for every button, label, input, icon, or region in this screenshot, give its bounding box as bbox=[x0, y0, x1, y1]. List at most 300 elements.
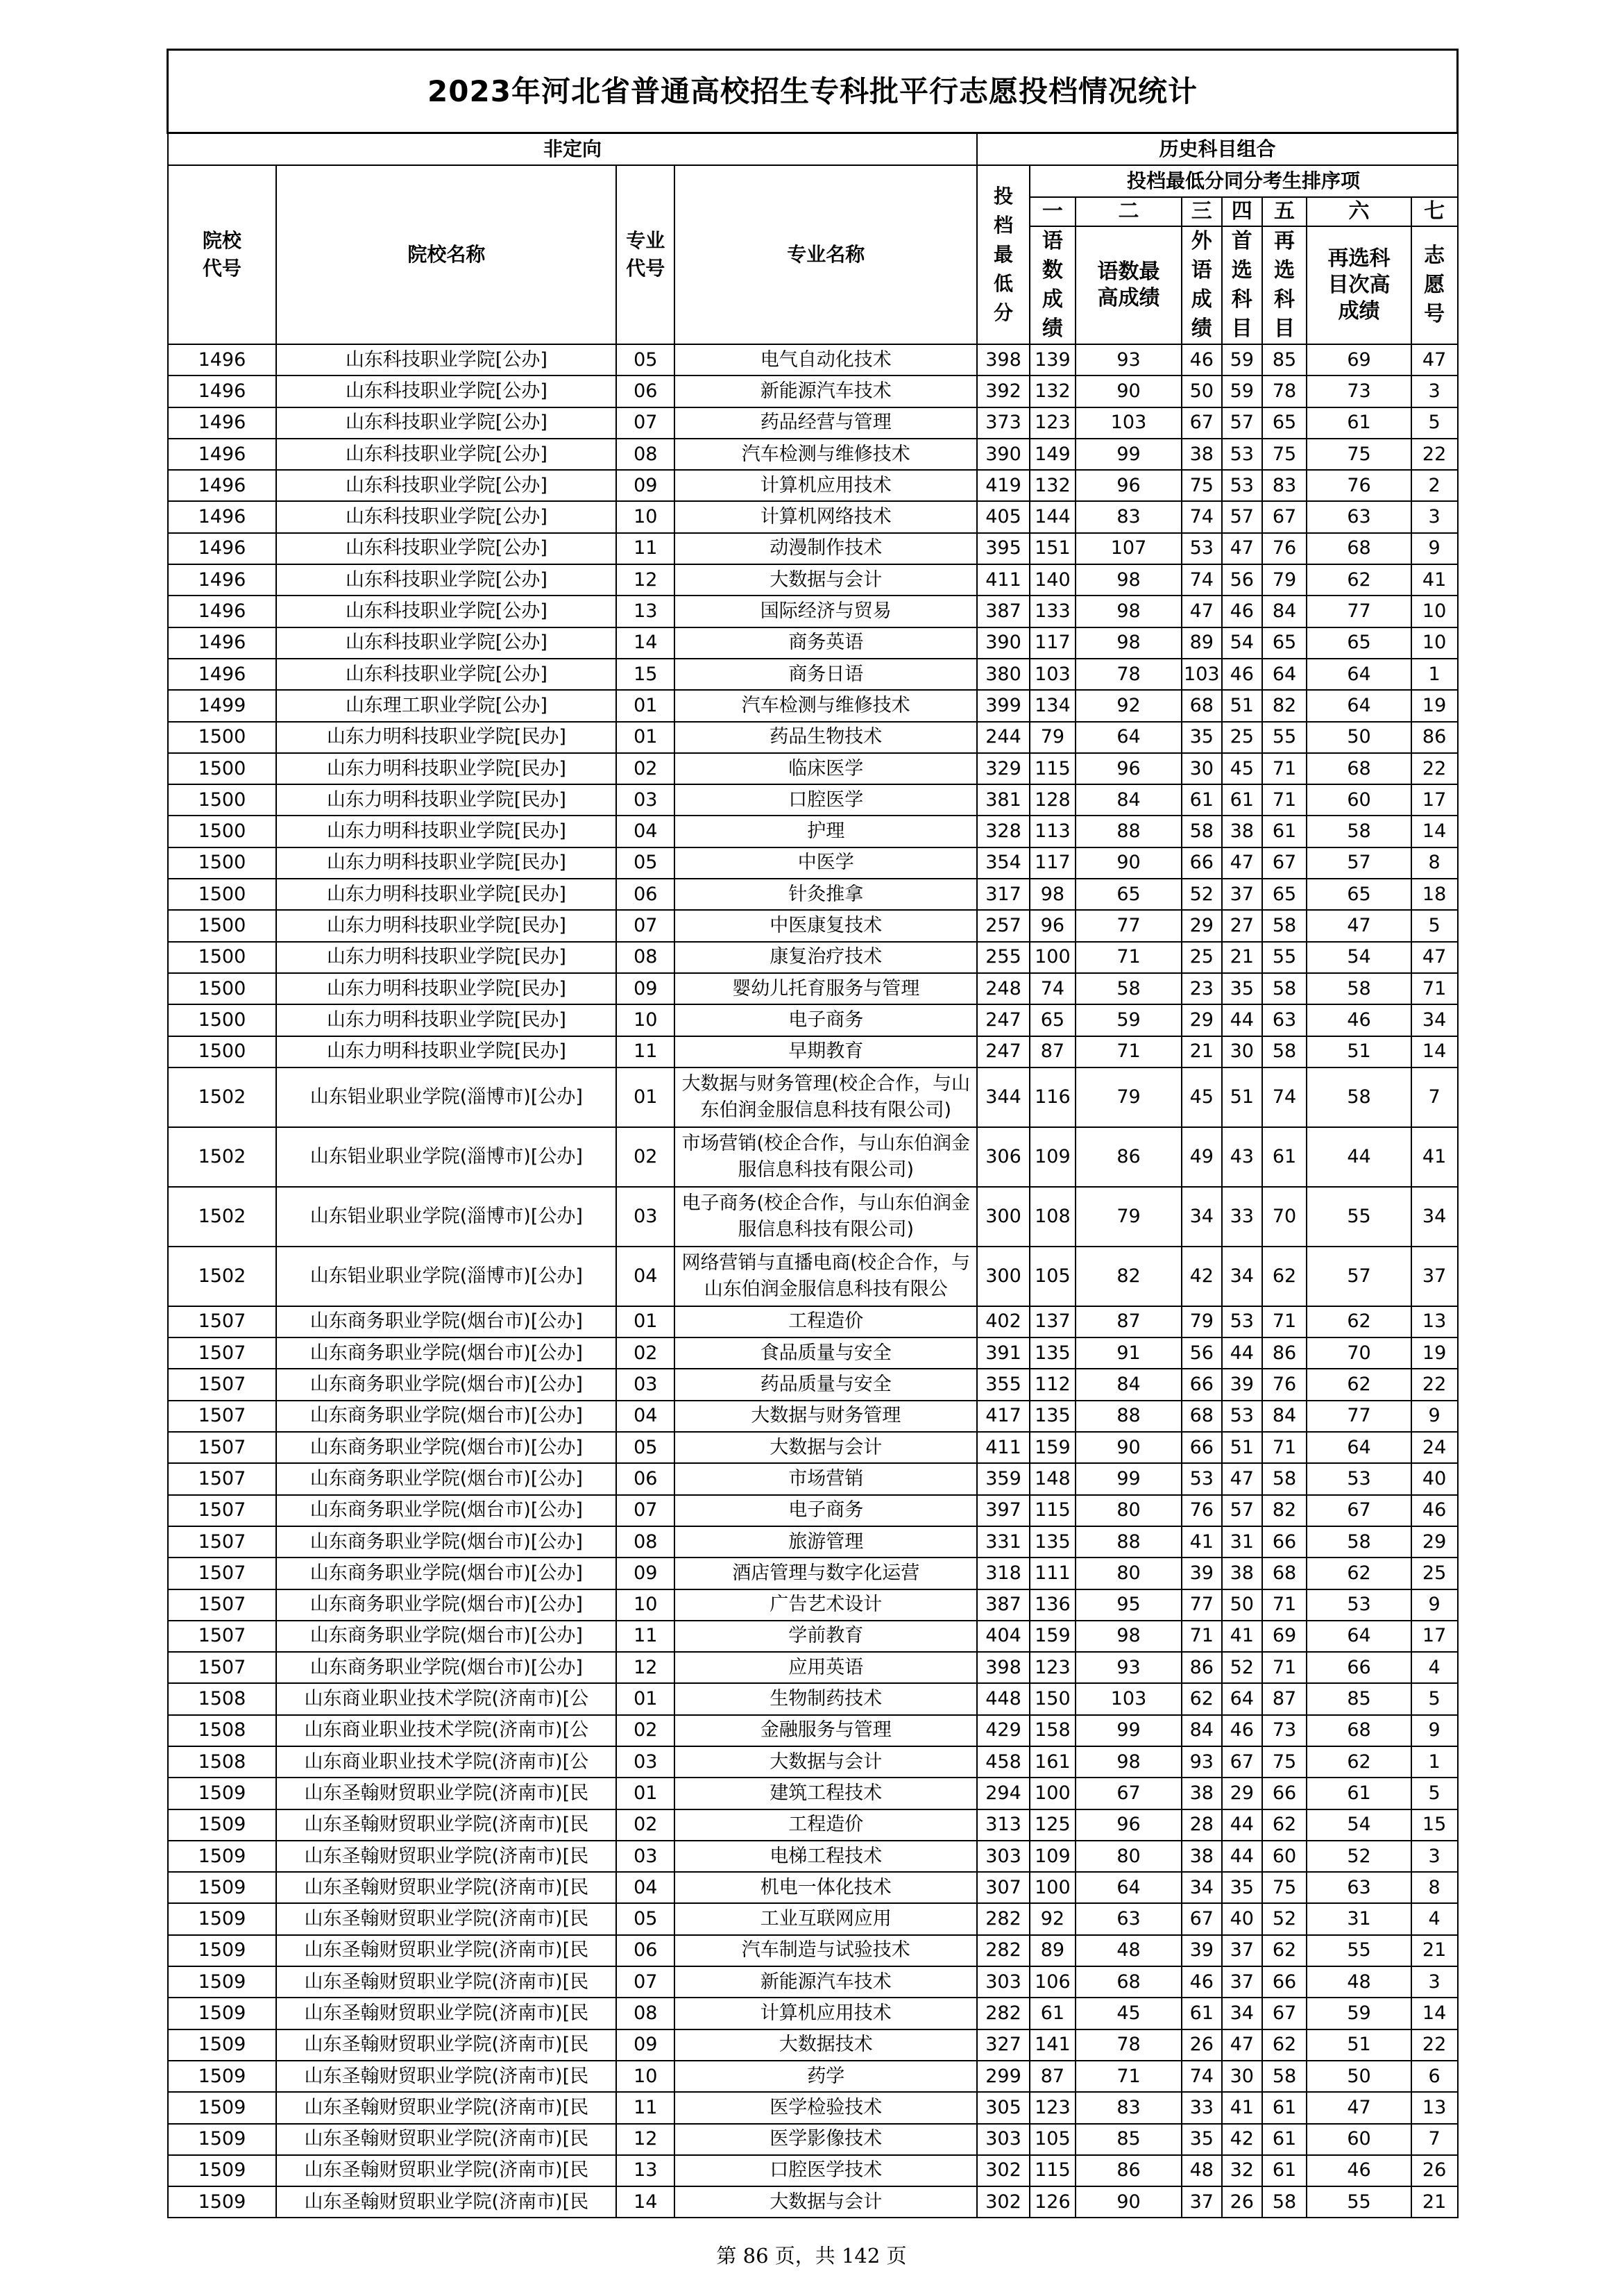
major-code-cell: 01 bbox=[616, 1306, 674, 1337]
major-name-cell: 中医学 bbox=[674, 847, 977, 879]
school-name-cell: 山东铝业职业学院(淄博市)[公办] bbox=[276, 1067, 616, 1127]
preference-no-cell: 22 bbox=[1411, 2029, 1458, 2061]
min-score-cell: 244 bbox=[977, 722, 1029, 753]
min-score-cell: 404 bbox=[977, 1621, 1029, 1652]
major-name-cell: 应用英语 bbox=[674, 1652, 977, 1683]
school-name-cell: 山东商务职业学院(烟台市)[公办] bbox=[276, 1369, 616, 1400]
score-yushu-max-cell: 88 bbox=[1076, 1401, 1182, 1432]
major-name-cell: 大数据与财务管理 bbox=[674, 1401, 977, 1432]
score-first-subject-cell: 26 bbox=[1222, 2186, 1262, 2218]
school-code-cell: 1507 bbox=[168, 1337, 277, 1369]
score-yushu-cell: 150 bbox=[1030, 1683, 1076, 1714]
major-code-cell: 09 bbox=[616, 470, 674, 501]
school-name-cell: 山东圣翰财贸职业学院(济南市)[民 bbox=[276, 1935, 616, 1966]
score-second-subject-cell: 71 bbox=[1262, 753, 1307, 784]
score-first-subject-cell: 51 bbox=[1222, 1432, 1262, 1463]
major-name-cell: 市场营销(校企合作，与山东伯润金服信息科技有限公司) bbox=[674, 1127, 977, 1187]
score-second-subject-cell: 66 bbox=[1262, 1778, 1307, 1809]
score-first-subject-cell: 32 bbox=[1222, 2155, 1262, 2186]
table-row bbox=[168, 1966, 1458, 1998]
table-row bbox=[168, 501, 1458, 532]
major-code-cell: 13 bbox=[616, 2155, 674, 2186]
major-name-cell: 新能源汽车技术 bbox=[674, 375, 977, 407]
table-row bbox=[168, 1004, 1458, 1036]
score-yushu-max-cell: 103 bbox=[1076, 407, 1182, 439]
table-row bbox=[168, 1998, 1458, 2029]
score-second-high-cell: 70 bbox=[1307, 1337, 1411, 1369]
score-first-subject-cell: 45 bbox=[1222, 753, 1262, 784]
table-row bbox=[168, 1935, 1458, 1966]
score-second-high-cell: 64 bbox=[1307, 1432, 1411, 1463]
score-yushu-cell: 96 bbox=[1030, 910, 1076, 941]
preference-no-cell: 22 bbox=[1411, 1369, 1458, 1400]
score-yushu-cell: 134 bbox=[1030, 690, 1076, 721]
score-yushu-max-cell: 45 bbox=[1076, 1998, 1182, 2029]
score-second-subject-cell: 58 bbox=[1262, 1463, 1307, 1494]
school-name-cell: 山东力明科技职业学院[民办] bbox=[276, 847, 616, 879]
school-code-cell: 1502 bbox=[168, 1127, 277, 1187]
score-first-subject-cell: 54 bbox=[1222, 627, 1262, 659]
min-score-cell: 294 bbox=[977, 1778, 1029, 1809]
score-foreign-cell: 38 bbox=[1182, 439, 1222, 470]
school-code-cell: 1509 bbox=[168, 1809, 277, 1841]
major-code-cell: 03 bbox=[616, 1369, 674, 1400]
score-yushu-max-cell: 103 bbox=[1076, 1683, 1182, 1714]
score-second-subject-cell: 74 bbox=[1262, 1067, 1307, 1127]
score-yushu-max-cell: 86 bbox=[1076, 2155, 1182, 2186]
school-name-cell: 山东科技职业学院[公办] bbox=[276, 375, 616, 407]
table-row bbox=[168, 1715, 1458, 1746]
major-name-cell: 电气自动化技术 bbox=[674, 344, 977, 375]
score-second-high-cell: 57 bbox=[1307, 847, 1411, 879]
preference-no-cell: 4 bbox=[1411, 1652, 1458, 1683]
major-code-cell: 05 bbox=[616, 847, 674, 879]
major-code-cell: 06 bbox=[616, 1935, 674, 1966]
major-name-cell: 酒店管理与数字化运营 bbox=[674, 1558, 977, 1589]
score-foreign-cell: 23 bbox=[1182, 973, 1222, 1004]
rank-item-header: 语数最高成绩 bbox=[1076, 226, 1182, 344]
score-first-subject-cell: 38 bbox=[1222, 816, 1262, 847]
major-name-cell: 计算机应用技术 bbox=[674, 1998, 977, 2029]
preference-no-cell: 3 bbox=[1411, 1841, 1458, 1872]
school-code-cell: 1496 bbox=[168, 439, 277, 470]
score-second-high-cell: 60 bbox=[1307, 2124, 1411, 2155]
score-yushu-cell: 139 bbox=[1030, 344, 1076, 375]
score-second-high-cell: 60 bbox=[1307, 784, 1411, 816]
table-body bbox=[168, 344, 1458, 2218]
school-code-cell: 1496 bbox=[168, 596, 277, 627]
school-code-cell: 1496 bbox=[168, 470, 277, 501]
major-code-cell: 05 bbox=[616, 1903, 674, 1934]
major-code-cell: 03 bbox=[616, 1746, 674, 1778]
preference-no-cell: 5 bbox=[1411, 910, 1458, 941]
score-second-high-cell: 54 bbox=[1307, 1809, 1411, 1841]
school-code-cell: 1508 bbox=[168, 1715, 277, 1746]
score-first-subject-cell: 47 bbox=[1222, 2029, 1262, 2061]
score-first-subject-cell: 52 bbox=[1222, 1652, 1262, 1683]
score-yushu-max-cell: 98 bbox=[1076, 564, 1182, 596]
score-foreign-cell: 68 bbox=[1182, 690, 1222, 721]
school-code-cell: 1509 bbox=[168, 1966, 277, 1998]
table-row bbox=[168, 533, 1458, 564]
major-name-cell: 康复治疗技术 bbox=[674, 942, 977, 973]
score-second-high-cell: 62 bbox=[1307, 1746, 1411, 1778]
table-row bbox=[168, 470, 1458, 501]
score-second-high-cell: 55 bbox=[1307, 2186, 1411, 2218]
min-score-cell: 399 bbox=[977, 690, 1029, 721]
table-row bbox=[168, 1247, 1458, 1306]
score-yushu-max-cell: 63 bbox=[1076, 1903, 1182, 1934]
min-score-cell: 282 bbox=[977, 1935, 1029, 1966]
score-yushu-cell: 137 bbox=[1030, 1306, 1076, 1337]
score-second-subject-cell: 62 bbox=[1262, 2029, 1307, 2061]
score-second-high-cell: 44 bbox=[1307, 1127, 1411, 1187]
table-row bbox=[168, 439, 1458, 470]
score-second-subject-cell: 62 bbox=[1262, 1935, 1307, 1966]
min-score-cell: 300 bbox=[977, 1247, 1029, 1306]
score-yushu-max-cell: 84 bbox=[1076, 784, 1182, 816]
score-first-subject-cell: 37 bbox=[1222, 1935, 1262, 1966]
school-name-cell: 山东铝业职业学院(淄博市)[公办] bbox=[276, 1247, 616, 1306]
score-yushu-max-cell: 83 bbox=[1076, 501, 1182, 532]
preference-no-cell: 40 bbox=[1411, 1463, 1458, 1494]
min-score-cell: 387 bbox=[977, 596, 1029, 627]
major-name-cell: 药品生物技术 bbox=[674, 722, 977, 753]
score-second-high-cell: 55 bbox=[1307, 1935, 1411, 1966]
school-code-cell: 1500 bbox=[168, 879, 277, 910]
major-code-cell: 02 bbox=[616, 1127, 674, 1187]
school-code-cell: 1509 bbox=[168, 2029, 277, 2061]
score-foreign-cell: 76 bbox=[1182, 1495, 1222, 1526]
preference-no-cell: 1 bbox=[1411, 1746, 1458, 1778]
preference-no-cell: 41 bbox=[1411, 564, 1458, 596]
table-row bbox=[168, 1036, 1458, 1067]
score-yushu-cell: 135 bbox=[1030, 1401, 1076, 1432]
score-yushu-max-cell: 98 bbox=[1076, 1621, 1182, 1652]
score-second-subject-cell: 62 bbox=[1262, 1247, 1307, 1306]
school-name-cell: 山东圣翰财贸职业学院(济南市)[民 bbox=[276, 2092, 616, 2123]
major-name-cell: 商务日语 bbox=[674, 659, 977, 690]
school-name-cell: 山东科技职业学院[公办] bbox=[276, 470, 616, 501]
score-yushu-cell: 115 bbox=[1030, 1495, 1076, 1526]
school-code-cell: 1500 bbox=[168, 1004, 277, 1036]
min-score-cell: 303 bbox=[977, 1841, 1029, 1872]
major-code-cell: 09 bbox=[616, 973, 674, 1004]
score-foreign-cell: 61 bbox=[1182, 1998, 1222, 2029]
table-row bbox=[168, 1652, 1458, 1683]
school-name-cell: 山东圣翰财贸职业学院(济南市)[民 bbox=[276, 2029, 616, 2061]
table-row bbox=[168, 1558, 1458, 1589]
major-name-header: 专业名称 bbox=[674, 165, 977, 344]
school-code-cell: 1496 bbox=[168, 375, 277, 407]
tie-break-header: 投档最低分同分考生排序项 bbox=[1030, 165, 1458, 197]
score-yushu-max-cell: 80 bbox=[1076, 1495, 1182, 1526]
score-foreign-cell: 42 bbox=[1182, 1247, 1222, 1306]
major-code-cell: 01 bbox=[616, 1778, 674, 1809]
school-name-cell: 山东商务职业学院(烟台市)[公办] bbox=[276, 1463, 616, 1494]
school-name-cell: 山东圣翰财贸职业学院(济南市)[民 bbox=[276, 2124, 616, 2155]
table-row bbox=[168, 690, 1458, 721]
major-code-cell: 02 bbox=[616, 753, 674, 784]
score-yushu-max-cell: 59 bbox=[1076, 1004, 1182, 1036]
major-code-cell: 06 bbox=[616, 375, 674, 407]
table-row bbox=[168, 1903, 1458, 1934]
score-yushu-cell: 159 bbox=[1030, 1621, 1076, 1652]
score-foreign-cell: 29 bbox=[1182, 1004, 1222, 1036]
score-yushu-cell: 125 bbox=[1030, 1809, 1076, 1841]
min-score-cell: 390 bbox=[977, 439, 1029, 470]
score-yushu-max-cell: 71 bbox=[1076, 942, 1182, 973]
score-yushu-max-cell: 48 bbox=[1076, 1935, 1182, 1966]
preference-no-cell: 41 bbox=[1411, 1127, 1458, 1187]
table-row bbox=[168, 2092, 1458, 2123]
score-foreign-cell: 71 bbox=[1182, 1621, 1222, 1652]
school-name-cell: 山东科技职业学院[公办] bbox=[276, 596, 616, 627]
major-name-cell: 大数据与会计 bbox=[674, 1746, 977, 1778]
score-yushu-cell: 109 bbox=[1030, 1841, 1076, 1872]
score-first-subject-cell: 29 bbox=[1222, 1778, 1262, 1809]
score-foreign-cell: 28 bbox=[1182, 1809, 1222, 1841]
major-name-cell: 广告艺术设计 bbox=[674, 1589, 977, 1621]
score-second-high-cell: 65 bbox=[1307, 627, 1411, 659]
preference-no-cell: 9 bbox=[1411, 1589, 1458, 1621]
rank-header: 五 bbox=[1262, 197, 1307, 226]
preference-no-cell: 14 bbox=[1411, 816, 1458, 847]
score-second-subject-cell: 65 bbox=[1262, 879, 1307, 910]
score-foreign-cell: 49 bbox=[1182, 1127, 1222, 1187]
min-score-cell: 411 bbox=[977, 1432, 1029, 1463]
preference-no-cell: 3 bbox=[1411, 375, 1458, 407]
table-row bbox=[168, 375, 1458, 407]
min-score-cell: 398 bbox=[977, 344, 1029, 375]
score-yushu-cell: 106 bbox=[1030, 1966, 1076, 1998]
rank-item-header: 首选科目 bbox=[1222, 226, 1262, 344]
score-foreign-cell: 50 bbox=[1182, 375, 1222, 407]
major-code-cell: 08 bbox=[616, 942, 674, 973]
table-row bbox=[168, 753, 1458, 784]
preference-no-cell: 5 bbox=[1411, 407, 1458, 439]
score-yushu-cell: 141 bbox=[1030, 2029, 1076, 2061]
rank-item-header: 再选科目 bbox=[1262, 226, 1307, 344]
score-yushu-cell: 128 bbox=[1030, 784, 1076, 816]
preference-no-cell: 47 bbox=[1411, 344, 1458, 375]
score-yushu-cell: 105 bbox=[1030, 1247, 1076, 1306]
table-row bbox=[168, 2186, 1458, 2218]
major-code-cell: 03 bbox=[616, 784, 674, 816]
score-second-high-cell: 75 bbox=[1307, 439, 1411, 470]
table-row bbox=[168, 564, 1458, 596]
school-name-cell: 山东商务职业学院(烟台市)[公办] bbox=[276, 1621, 616, 1652]
major-code-cell: 08 bbox=[616, 439, 674, 470]
score-yushu-max-cell: 96 bbox=[1076, 470, 1182, 501]
table-row bbox=[168, 1872, 1458, 1903]
score-second-subject-cell: 82 bbox=[1262, 690, 1307, 721]
score-second-high-cell: 58 bbox=[1307, 816, 1411, 847]
min-score-cell: 282 bbox=[977, 1998, 1029, 2029]
score-second-subject-cell: 58 bbox=[1262, 973, 1307, 1004]
score-second-subject-cell: 63 bbox=[1262, 1004, 1307, 1036]
min-score-cell: 429 bbox=[977, 1715, 1029, 1746]
score-yushu-max-cell: 99 bbox=[1076, 439, 1182, 470]
major-code-cell: 14 bbox=[616, 627, 674, 659]
min-score-cell: 307 bbox=[977, 1872, 1029, 1903]
preference-no-cell: 19 bbox=[1411, 690, 1458, 721]
score-yushu-max-cell: 65 bbox=[1076, 879, 1182, 910]
table-row bbox=[168, 1067, 1458, 1127]
preference-no-cell: 14 bbox=[1411, 1036, 1458, 1067]
admission-table-sheet bbox=[167, 49, 1459, 2218]
school-code-cell: 1496 bbox=[168, 344, 277, 375]
school-name-cell: 山东圣翰财贸职业学院(济南市)[民 bbox=[276, 1998, 616, 2029]
score-yushu-cell: 113 bbox=[1030, 816, 1076, 847]
school-code-cell: 1509 bbox=[168, 2092, 277, 2123]
score-yushu-max-cell: 90 bbox=[1076, 375, 1182, 407]
major-name-cell: 新能源汽车技术 bbox=[674, 1966, 977, 1998]
min-score-cell: 387 bbox=[977, 1589, 1029, 1621]
school-code-cell: 1496 bbox=[168, 407, 277, 439]
school-name-header: 院校名称 bbox=[276, 165, 616, 344]
min-score-cell: 248 bbox=[977, 973, 1029, 1004]
score-second-subject-cell: 64 bbox=[1262, 659, 1307, 690]
school-name-cell: 山东铝业职业学院(淄博市)[公办] bbox=[276, 1127, 616, 1187]
score-first-subject-cell: 30 bbox=[1222, 1036, 1262, 1067]
score-second-high-cell: 31 bbox=[1307, 1903, 1411, 1934]
score-yushu-cell: 100 bbox=[1030, 1872, 1076, 1903]
score-yushu-max-cell: 78 bbox=[1076, 659, 1182, 690]
non-directed-header: 非定向 bbox=[168, 133, 978, 166]
rank-item-header: 志愿号 bbox=[1411, 226, 1458, 344]
score-first-subject-cell: 47 bbox=[1222, 847, 1262, 879]
major-name-cell: 医学检验技术 bbox=[674, 2092, 977, 2123]
school-code-cell: 1500 bbox=[168, 1036, 277, 1067]
score-second-subject-cell: 71 bbox=[1262, 1432, 1307, 1463]
school-code-cell: 1507 bbox=[168, 1589, 277, 1621]
table-row bbox=[168, 1495, 1458, 1526]
score-first-subject-cell: 42 bbox=[1222, 2124, 1262, 2155]
preference-no-cell: 3 bbox=[1411, 501, 1458, 532]
score-first-subject-cell: 43 bbox=[1222, 1127, 1262, 1187]
score-yushu-max-cell: 99 bbox=[1076, 1715, 1182, 1746]
min-score-cell: 247 bbox=[977, 1036, 1029, 1067]
major-name-cell: 机电一体化技术 bbox=[674, 1872, 977, 1903]
major-name-cell: 婴幼儿托育服务与管理 bbox=[674, 973, 977, 1004]
major-name-cell: 食品质量与安全 bbox=[674, 1337, 977, 1369]
school-code-cell: 1500 bbox=[168, 784, 277, 816]
score-second-high-cell: 85 bbox=[1307, 1683, 1411, 1714]
score-yushu-cell: 79 bbox=[1030, 722, 1076, 753]
score-foreign-cell: 46 bbox=[1182, 1966, 1222, 1998]
score-first-subject-cell: 46 bbox=[1222, 659, 1262, 690]
school-name-cell: 山东力明科技职业学院[民办] bbox=[276, 784, 616, 816]
school-code-cell: 1509 bbox=[168, 2061, 277, 2092]
score-second-high-cell: 64 bbox=[1307, 690, 1411, 721]
table-row bbox=[168, 1306, 1458, 1337]
score-foreign-cell: 67 bbox=[1182, 1903, 1222, 1934]
school-name-cell: 山东力明科技职业学院[民办] bbox=[276, 722, 616, 753]
school-name-cell: 山东铝业职业学院(淄博市)[公办] bbox=[276, 1187, 616, 1247]
preference-no-cell: 47 bbox=[1411, 942, 1458, 973]
score-second-high-cell: 61 bbox=[1307, 1778, 1411, 1809]
preference-no-cell: 26 bbox=[1411, 2155, 1458, 2186]
min-score-cell: 354 bbox=[977, 847, 1029, 879]
score-foreign-cell: 74 bbox=[1182, 2061, 1222, 2092]
score-yushu-cell: 117 bbox=[1030, 847, 1076, 879]
score-second-high-cell: 61 bbox=[1307, 407, 1411, 439]
score-second-subject-cell: 67 bbox=[1262, 501, 1307, 532]
major-code-cell: 09 bbox=[616, 1558, 674, 1589]
school-code-cell: 1509 bbox=[168, 2124, 277, 2155]
score-yushu-cell: 136 bbox=[1030, 1589, 1076, 1621]
school-code-cell: 1507 bbox=[168, 1621, 277, 1652]
table-row bbox=[168, 1463, 1458, 1494]
table-row bbox=[168, 407, 1458, 439]
school-name-cell: 山东商务职业学院(烟台市)[公办] bbox=[276, 1652, 616, 1683]
admission-table bbox=[167, 49, 1459, 2218]
preference-no-cell: 6 bbox=[1411, 2061, 1458, 2092]
major-name-cell: 汽车检测与维修技术 bbox=[674, 690, 977, 721]
score-second-high-cell: 50 bbox=[1307, 2061, 1411, 2092]
school-code-cell: 1507 bbox=[168, 1401, 277, 1432]
min-score-cell: 302 bbox=[977, 2186, 1029, 2218]
rank-header: 二 bbox=[1076, 197, 1182, 226]
score-yushu-cell: 65 bbox=[1030, 1004, 1076, 1036]
score-yushu-cell: 115 bbox=[1030, 2155, 1076, 2186]
score-second-high-cell: 58 bbox=[1307, 973, 1411, 1004]
school-code-cell: 1509 bbox=[168, 1998, 277, 2029]
min-score-cell: 331 bbox=[977, 1526, 1029, 1558]
preference-no-cell: 17 bbox=[1411, 784, 1458, 816]
major-code-cell: 03 bbox=[616, 1187, 674, 1247]
score-foreign-cell: 74 bbox=[1182, 564, 1222, 596]
table-row bbox=[168, 2061, 1458, 2092]
min-score-header: 投档最低分 bbox=[977, 165, 1029, 344]
score-second-high-cell: 62 bbox=[1307, 1558, 1411, 1589]
school-name-cell: 山东科技职业学院[公办] bbox=[276, 407, 616, 439]
school-name-cell: 山东力明科技职业学院[民办] bbox=[276, 816, 616, 847]
score-second-high-cell: 54 bbox=[1307, 942, 1411, 973]
table-row bbox=[168, 1369, 1458, 1400]
major-name-cell: 计算机网络技术 bbox=[674, 501, 977, 532]
school-code-header: 院校代号 bbox=[168, 165, 277, 344]
major-name-cell: 早期教育 bbox=[674, 1036, 977, 1067]
school-name-cell: 山东圣翰财贸职业学院(济南市)[民 bbox=[276, 1841, 616, 1872]
preference-no-cell: 5 bbox=[1411, 1683, 1458, 1714]
score-first-subject-cell: 44 bbox=[1222, 1809, 1262, 1841]
score-foreign-cell: 61 bbox=[1182, 784, 1222, 816]
score-foreign-cell: 48 bbox=[1182, 2155, 1222, 2186]
score-foreign-cell: 30 bbox=[1182, 753, 1222, 784]
score-yushu-max-cell: 83 bbox=[1076, 2092, 1182, 2123]
score-second-high-cell: 53 bbox=[1307, 1589, 1411, 1621]
score-second-high-cell: 62 bbox=[1307, 564, 1411, 596]
min-score-cell: 380 bbox=[977, 659, 1029, 690]
major-name-cell: 学前教育 bbox=[674, 1621, 977, 1652]
min-score-cell: 402 bbox=[977, 1306, 1029, 1337]
min-score-cell: 398 bbox=[977, 1652, 1029, 1683]
score-second-subject-cell: 73 bbox=[1262, 1715, 1307, 1746]
min-score-cell: 329 bbox=[977, 753, 1029, 784]
preference-no-cell: 22 bbox=[1411, 753, 1458, 784]
score-first-subject-cell: 57 bbox=[1222, 501, 1262, 532]
school-name-cell: 山东商务职业学院(烟台市)[公办] bbox=[276, 1401, 616, 1432]
school-code-cell: 1500 bbox=[168, 910, 277, 941]
school-name-cell: 山东科技职业学院[公办] bbox=[276, 439, 616, 470]
table-row bbox=[168, 1841, 1458, 1872]
major-name-cell: 生物制药技术 bbox=[674, 1683, 977, 1714]
preference-no-cell: 13 bbox=[1411, 2092, 1458, 2123]
major-name-cell: 口腔医学技术 bbox=[674, 2155, 977, 2186]
score-first-subject-cell: 34 bbox=[1222, 1998, 1262, 2029]
